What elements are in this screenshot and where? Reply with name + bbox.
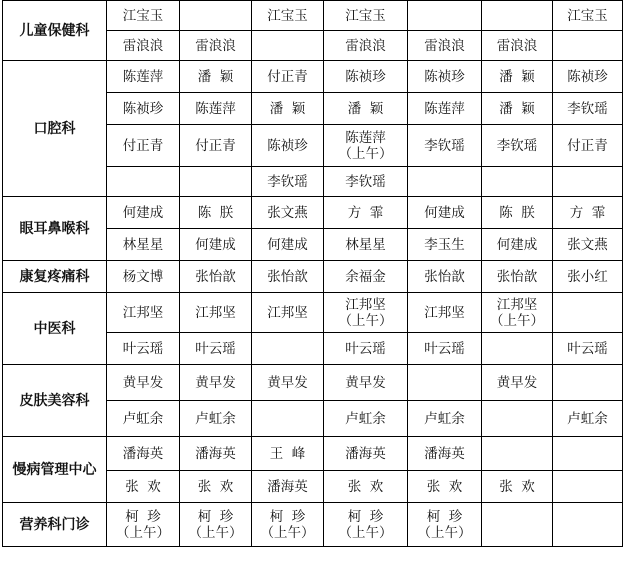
doctor-cell: 张怡歆 (180, 261, 252, 293)
doctor-cell: 雷浪浪 (408, 31, 482, 61)
doctor-cell: 卢虹余 (553, 401, 623, 437)
doctor-cell: 潘 颖 (180, 61, 252, 93)
doctor-cell: 潘 颖 (324, 93, 408, 125)
table-row (3, 293, 623, 333)
doctor-cell: 叶云瑶 (324, 333, 408, 365)
department-name: 儿童保健科 (3, 1, 107, 61)
doctor-cell: 陈莲萍 （上午） (324, 125, 408, 167)
doctor-cell (180, 1, 252, 31)
doctor-cell: 陈祯珍 (107, 93, 180, 125)
doctor-cell (482, 437, 553, 471)
doctor-cell: 张 欢 (408, 471, 482, 503)
doctor-cell (107, 167, 180, 197)
doctor-cell: 何建成 (107, 197, 180, 229)
doctor-cell: 何建成 (252, 229, 324, 261)
doctor-cell: 李玉生 (408, 229, 482, 261)
doctor-cell (482, 333, 553, 365)
doctor-cell: 江邦坚 (408, 293, 482, 333)
doctor-cell: 何建成 (180, 229, 252, 261)
department-name: 营养科门诊 (3, 503, 107, 547)
doctor-cell: 潘 颖 (252, 93, 324, 125)
table-row (3, 61, 623, 93)
doctor-cell: 李钦瑶 (408, 125, 482, 167)
doctor-cell: 杨文博 (107, 261, 180, 293)
doctor-cell: 雷浪浪 (180, 31, 252, 61)
doctor-cell: 陈莲萍 (107, 61, 180, 93)
doctor-cell (553, 503, 623, 547)
doctor-cell: 林星星 (107, 229, 180, 261)
doctor-cell: 柯 珍 （上午） (408, 503, 482, 547)
doctor-cell: 江邦坚 (107, 293, 180, 333)
doctor-cell: 陈 朕 (180, 197, 252, 229)
doctor-cell: 江宝玉 (107, 1, 180, 31)
doctor-cell: 陈莲萍 (180, 93, 252, 125)
table-row (3, 365, 623, 401)
doctor-cell (252, 401, 324, 437)
doctor-cell: 江邦坚 （上午） (482, 293, 553, 333)
doctor-cell: 付正青 (252, 61, 324, 93)
doctor-cell: 卢虹余 (324, 401, 408, 437)
doctor-cell: 张怡歆 (482, 261, 553, 293)
doctor-cell: 张 欢 (482, 471, 553, 503)
doctor-cell: 叶云瑶 (180, 333, 252, 365)
doctor-cell: 卢虹余 (408, 401, 482, 437)
doctor-cell: 潘海英 (180, 437, 252, 471)
doctor-cell: 李钦瑶 (553, 93, 623, 125)
doctor-cell (482, 1, 553, 31)
doctor-cell: 潘海英 (324, 437, 408, 471)
department-name: 中医科 (3, 293, 107, 365)
doctor-cell: 柯 珍 （上午） (252, 503, 324, 547)
doctor-cell: 江宝玉 (324, 1, 408, 31)
doctor-cell: 方 霏 (324, 197, 408, 229)
doctor-cell: 江宝玉 (252, 1, 324, 31)
doctor-cell: 李钦瑶 (252, 167, 324, 197)
doctor-cell: 张怡歆 (252, 261, 324, 293)
doctor-cell: 潘 颖 (482, 61, 553, 93)
doctor-cell: 张 欢 (324, 471, 408, 503)
doctor-cell (252, 31, 324, 61)
doctor-cell: 付正青 (107, 125, 180, 167)
doctor-cell (408, 365, 482, 401)
doctor-cell: 潘海英 (252, 471, 324, 503)
doctor-cell: 江邦坚 （上午） (324, 293, 408, 333)
doctor-cell: 柯 珍 （上午） (180, 503, 252, 547)
department-name: 皮肤美容科 (3, 365, 107, 437)
department-name: 口腔科 (3, 61, 107, 197)
doctor-cell: 叶云瑶 (553, 333, 623, 365)
doctor-cell: 陈祯珍 (553, 61, 623, 93)
doctor-cell: 张小红 (553, 261, 623, 293)
table-row (3, 197, 623, 229)
doctor-cell (553, 293, 623, 333)
department-name: 眼耳鼻喉科 (3, 197, 107, 261)
doctor-cell: 林星星 (324, 229, 408, 261)
doctor-cell: 陈祯珍 (252, 125, 324, 167)
doctor-cell: 雷浪浪 (482, 31, 553, 61)
doctor-cell: 江邦坚 (252, 293, 324, 333)
doctor-cell (408, 1, 482, 31)
doctor-cell: 陈 朕 (482, 197, 553, 229)
doctor-cell: 张文燕 (553, 229, 623, 261)
doctor-cell (553, 31, 623, 61)
doctor-cell: 李钦瑶 (324, 167, 408, 197)
doctor-cell: 付正青 (553, 125, 623, 167)
doctor-cell: 柯 珍 （上午） (324, 503, 408, 547)
doctor-cell: 卢虹余 (180, 401, 252, 437)
doctor-cell: 陈莲萍 (408, 93, 482, 125)
doctor-cell (408, 167, 482, 197)
doctor-cell: 叶云瑶 (408, 333, 482, 365)
table-row (3, 261, 623, 293)
schedule-body (3, 1, 623, 547)
table-row (3, 1, 623, 31)
doctor-cell (553, 437, 623, 471)
doctor-cell: 陈祯珍 (408, 61, 482, 93)
doctor-cell: 黄早发 (180, 365, 252, 401)
doctor-cell (553, 365, 623, 401)
doctor-cell: 何建成 (482, 229, 553, 261)
doctor-cell: 潘海英 (408, 437, 482, 471)
doctor-cell (180, 167, 252, 197)
doctor-cell: 李钦瑶 (482, 125, 553, 167)
doctor-cell: 江邦坚 (180, 293, 252, 333)
doctor-cell: 张怡歆 (408, 261, 482, 293)
doctor-cell (252, 333, 324, 365)
doctor-cell: 黄早发 (252, 365, 324, 401)
doctor-cell: 黄早发 (324, 365, 408, 401)
duty-schedule-table (2, 0, 623, 547)
doctor-cell: 王 峰 (252, 437, 324, 471)
doctor-cell: 潘 颖 (482, 93, 553, 125)
doctor-cell (482, 167, 553, 197)
doctor-cell: 余福金 (324, 261, 408, 293)
doctor-cell: 黄早发 (107, 365, 180, 401)
doctor-cell (553, 471, 623, 503)
doctor-cell: 卢虹余 (107, 401, 180, 437)
doctor-cell: 何建成 (408, 197, 482, 229)
doctor-cell: 雷浪浪 (107, 31, 180, 61)
department-name: 慢病管理中心 (3, 437, 107, 503)
doctor-cell: 张 欢 (180, 471, 252, 503)
department-name: 康复疼痛科 (3, 261, 107, 293)
doctor-cell: 张 欢 (107, 471, 180, 503)
doctor-cell: 黄早发 (482, 365, 553, 401)
doctor-cell (482, 503, 553, 547)
doctor-cell: 柯 珍 （上午） (107, 503, 180, 547)
doctor-cell: 江宝玉 (553, 1, 623, 31)
doctor-cell: 付正青 (180, 125, 252, 167)
doctor-cell: 张文燕 (252, 197, 324, 229)
doctor-cell (482, 401, 553, 437)
doctor-cell: 叶云瑶 (107, 333, 180, 365)
doctor-cell: 方 霏 (553, 197, 623, 229)
doctor-cell: 雷浪浪 (324, 31, 408, 61)
doctor-cell: 潘海英 (107, 437, 180, 471)
doctor-cell: 陈祯珍 (324, 61, 408, 93)
doctor-cell (553, 167, 623, 197)
table-row (3, 503, 623, 547)
table-row (3, 437, 623, 471)
